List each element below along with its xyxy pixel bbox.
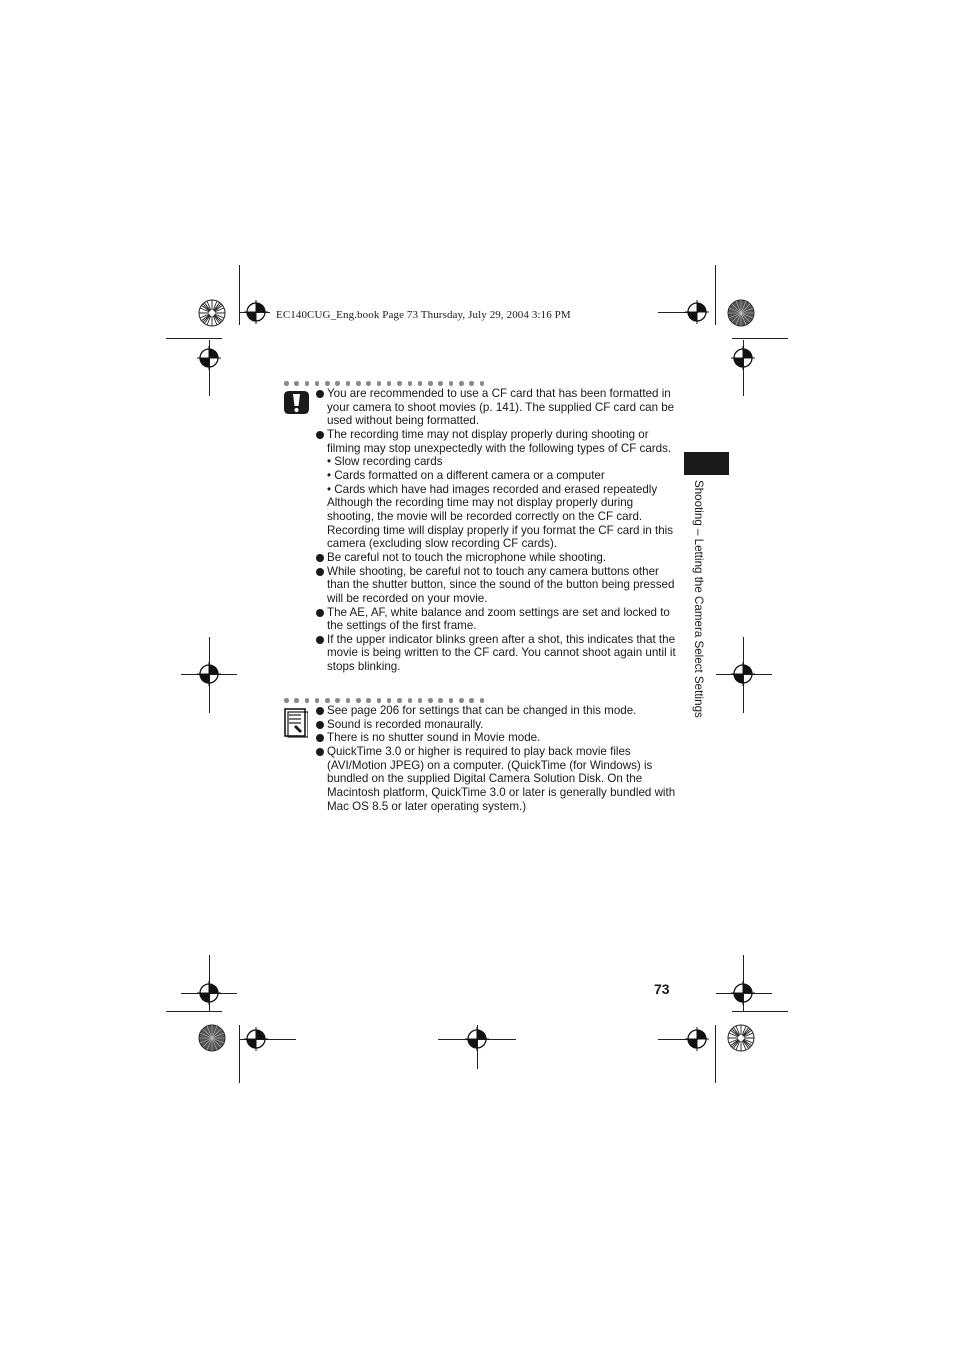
sub-item: • Cards which have had images recorded and erased repeatedly [327, 482, 658, 496]
crop-line [166, 338, 222, 339]
list-item: The recording time may not display properly during shooting or filming may stop unexpectedly with the following types of CF cards. [316, 428, 676, 455]
crop-line [239, 1025, 240, 1083]
crop-line [732, 338, 788, 339]
registration-mark-icon [731, 981, 755, 1005]
registration-mark-icon [731, 662, 755, 686]
color-rosette-icon [198, 1024, 226, 1052]
crop-line [732, 1011, 788, 1012]
list-item: If the upper indicator blinks green after a shot, this indicates that the movie is being written to the CF card. You cannot shoot again until it stops blinking. [316, 633, 676, 674]
sub-item: • Cards formatted on a different camera or a computer [327, 468, 605, 482]
list-item: There is no shutter sound in Movie mode. [316, 731, 676, 745]
note-icon [284, 708, 308, 738]
caution-icon [283, 390, 310, 415]
color-rosette-icon [727, 1024, 755, 1052]
color-rosette-icon [198, 299, 226, 327]
crop-line [166, 1011, 222, 1012]
registration-mark-icon [465, 1027, 489, 1051]
print-header: EC140CUG_Eng.book Page 73 Thursday, July 29, 2004 3:16 PM [276, 309, 571, 321]
caution-list [316, 387, 676, 674]
registration-mark-icon [197, 981, 221, 1005]
registration-mark-icon [685, 1027, 709, 1051]
registration-mark-icon [197, 346, 221, 370]
registration-mark-icon [244, 300, 268, 324]
registration-mark-icon [685, 300, 709, 324]
list-item: You are recommended to use a CF card that has been formatted in your camera to shoot movies (p. 141). The supplied CF card can be used without being formatted. [316, 387, 676, 428]
chapter-tab-label: Shooting – Letting the Camera Select Settings [692, 480, 705, 718]
list-item: The AE, AF, white balance and zoom settings are set and locked to the settings of the first frame. [316, 606, 676, 633]
registration-mark-icon [244, 1027, 268, 1051]
list-item: Sound is recorded monaurally. [316, 718, 676, 732]
page-number: 73 [654, 981, 670, 997]
list-item: QuickTime 3.0 or higher is required to play back movie files (AVI/Motion JPEG) on a computer. (QuickTime (for Windows) is bundled on the supplied Digital Camera Solution Disk. On the Macintosh platform, QuickTime 3.0 or later is generally bundled with Mac OS 8.5 or later operating system.) [316, 745, 676, 813]
color-rosette-icon [727, 299, 755, 327]
list-item: See page 206 for settings that can be changed in this mode. [316, 704, 676, 718]
continuation-text: Although the recording time may not display properly during shooting, the movie will be recorded correctly on the CF card. Recording time will display properly if you format the CF card in this camera (excluding slow recording CF cards). [327, 496, 674, 551]
section-divider-dots [284, 698, 490, 703]
section-divider-dots [284, 381, 490, 386]
crop-line [239, 265, 240, 325]
crop-line [715, 265, 716, 325]
registration-mark-icon [731, 346, 755, 370]
note-list [316, 704, 676, 813]
list-item: While shooting, be careful not to touch any camera buttons other than the shutter button, since the sound of the button being pressed will be recorded on your movie. [316, 565, 676, 606]
crop-line [715, 1025, 716, 1083]
chapter-tab [684, 452, 729, 475]
list-item: Be careful not to touch the microphone while shooting. [316, 551, 676, 565]
registration-mark-icon [197, 662, 221, 686]
sub-item: • Slow recording cards [327, 455, 443, 469]
